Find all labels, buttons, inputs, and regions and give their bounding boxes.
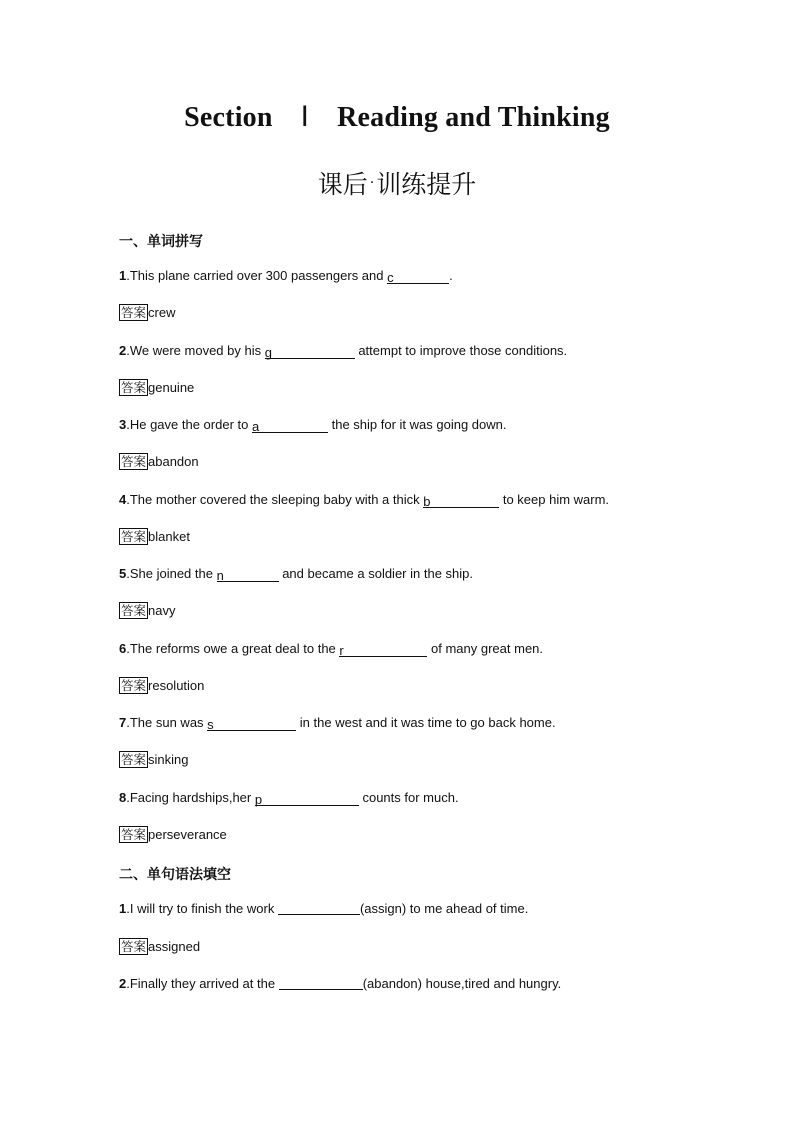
question-number: 1: [119, 268, 127, 283]
question-2: [119, 343, 567, 359]
answer-3: [119, 453, 199, 470]
title-section: Section: [184, 102, 273, 133]
answer-blank: [255, 792, 359, 806]
question-text: .The reforms owe a great deal to the: [126, 641, 340, 656]
answer-blank: [265, 345, 355, 359]
question-1: [119, 268, 453, 284]
question-text-after: in the west and it was time to go back home.: [296, 715, 556, 730]
answer-blank: [217, 568, 279, 582]
subtitle-part2: 训练提升: [376, 170, 477, 199]
answer-tag: 答案: [121, 752, 147, 767]
question-number: 8: [119, 790, 127, 805]
answer-tag: 答案: [121, 380, 147, 395]
grammar-question-1: [119, 901, 528, 916]
blank-letter: g: [264, 345, 272, 360]
question-number: 2: [119, 343, 127, 358]
answer-blank: [423, 494, 499, 508]
answer-text: assigned: [148, 939, 201, 954]
answer-text: sinking: [148, 752, 189, 767]
question-7: [119, 715, 556, 731]
answer-text: genuine: [148, 380, 195, 395]
question-text: .Facing hardships,her: [126, 790, 255, 805]
question-text-after: the ship for it was going down.: [327, 417, 507, 432]
answer-blank: [252, 419, 328, 433]
subtitle-part1: 课后: [317, 170, 368, 199]
blank-letter: r: [339, 643, 344, 658]
answer-tag: 答案: [121, 529, 147, 544]
question-text-after: counts for much.: [358, 790, 459, 805]
answer-5: [119, 602, 175, 619]
answer-4: [119, 528, 190, 545]
question-4: [119, 492, 609, 508]
blank-letter: c: [387, 270, 394, 285]
answer-text: abandon: [148, 454, 199, 469]
answer-blank: [279, 976, 363, 990]
answer-tag: 答案: [121, 827, 147, 842]
grammar-question-2: [119, 976, 561, 991]
title-topic: Reading and Thinking: [337, 102, 610, 133]
question-text: .He gave the order to: [126, 417, 252, 432]
blank-letter: n: [216, 568, 224, 583]
question-number: 3: [119, 417, 127, 432]
question-text-after: attempt to improve those conditions.: [354, 343, 568, 358]
grammar-answer-1: [119, 938, 200, 955]
question-5: [119, 566, 473, 582]
blank-letter: p: [254, 792, 263, 807]
answer-text: perseverance: [148, 827, 227, 842]
answer-text: crew: [148, 305, 176, 320]
answer-8: [119, 826, 227, 843]
question-text-after: (abandon) house,tired and hungry.: [362, 976, 562, 991]
answer-blank: [278, 901, 360, 915]
subtitle-dot: ·: [369, 175, 375, 191]
question-text-after: (assign) to me ahead of time.: [359, 901, 529, 916]
question-8: [119, 790, 459, 806]
question-number: 1: [119, 901, 127, 916]
question-text: .The mother covered the sleeping baby with a thick: [126, 492, 424, 507]
answer-tag: 答案: [121, 939, 147, 954]
question-3: [119, 417, 506, 433]
blank-letter: a: [251, 419, 260, 434]
title-roman-numeral: Ⅰ: [300, 102, 310, 133]
answer-2: [119, 379, 194, 396]
answer-blank: [339, 643, 427, 657]
section1-heading: 一、单词拼写: [119, 234, 203, 250]
answer-1: [119, 304, 175, 321]
question-text: .The sun was: [126, 715, 208, 730]
question-text: .We were moved by his: [126, 343, 265, 358]
question-text-after: of many great men.: [427, 641, 544, 656]
question-text-after: and became a soldier in the ship.: [278, 566, 473, 581]
answer-6: [119, 677, 204, 694]
question-number: 5: [119, 566, 127, 581]
answer-tag: 答案: [121, 678, 147, 693]
question-number: 2: [119, 976, 127, 991]
page-subtitle: [0, 165, 794, 201]
question-text: .This plane carried over 300 passengers and: [126, 268, 388, 283]
question-number: 7: [119, 715, 127, 730]
section2-heading: 二、单句语法填空: [119, 867, 231, 883]
answer-text: blanket: [148, 529, 190, 544]
question-text-after: .: [449, 268, 453, 283]
question-number: 6: [119, 641, 127, 656]
question-number: 4: [119, 492, 127, 507]
blank-letter: b: [423, 494, 431, 509]
question-text: .I will try to finish the work: [126, 901, 278, 916]
answer-tag: 答案: [121, 603, 147, 618]
page-title: [0, 100, 794, 134]
answer-text: resolution: [148, 678, 205, 693]
question-text-after: to keep him warm.: [499, 492, 610, 507]
question-6: [119, 641, 543, 657]
question-text: .She joined the: [126, 566, 217, 581]
answer-blank: [207, 717, 296, 731]
question-text: .Finally they arrived at the: [126, 976, 279, 991]
blank-letter: s: [207, 717, 214, 732]
answer-tag: 答案: [121, 305, 147, 320]
answer-text: navy: [148, 603, 176, 618]
answer-blank: [387, 270, 449, 284]
answer-7: [119, 751, 188, 768]
answer-tag: 答案: [121, 454, 147, 469]
